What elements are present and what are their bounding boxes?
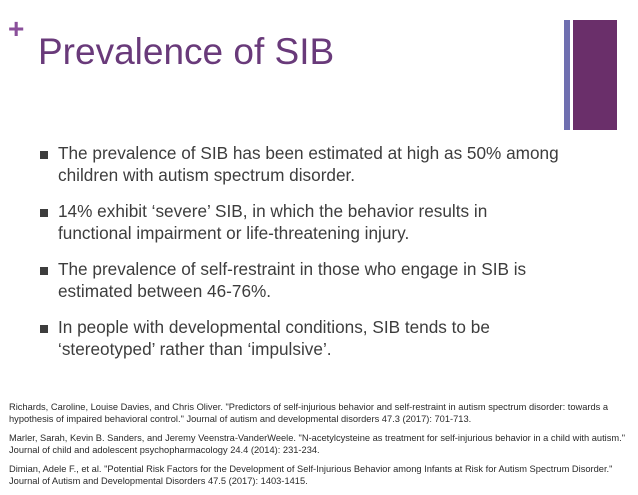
bullet-item bbox=[40, 259, 560, 302]
bullet-text: The prevalence of self-restraint in those who engage in SIB is estimated between 46-76%. bbox=[58, 259, 527, 301]
reference-item: Richards, Caroline, Louise Davies, and Chris Oliver. "Predictors of self-injurious behavior and self-restraint in autism spectrum disorder: towards a hypothesis of impaired behavioral control." Journal of autism and developmental disorders 47.3 (2017): 701-713. bbox=[9, 402, 609, 424]
bullet-list bbox=[40, 143, 560, 375]
bullet-square-icon bbox=[40, 267, 48, 275]
plus-icon: + bbox=[8, 13, 25, 44]
bullet-item bbox=[40, 317, 560, 360]
bullet-text: In people with developmental conditions, SIB tends to be ‘stereotyped’ rather than ‘impulsive’. bbox=[58, 317, 490, 359]
bullet-square-icon bbox=[40, 209, 48, 217]
references bbox=[9, 402, 631, 495]
bullet-square-icon bbox=[40, 151, 48, 159]
slide-title: Prevalence of SIB bbox=[38, 31, 335, 72]
bullet-square-icon bbox=[40, 325, 48, 333]
accent-bar-thin bbox=[564, 20, 570, 130]
reference-item: Dimian, Adele F., et al. "Potential Risk Factors for the Development of Self-Injurious Behavior among Infants at Risk for Autism Spectrum Disorder." Journal of Autism and Developmental Disorders 47.5 (2017): 1403-1415. bbox=[9, 464, 613, 486]
bullet-text: 14% exhibit ‘severe’ SIB, in which the behavior results in functional impairment or life-threatening injury. bbox=[58, 201, 488, 243]
bullet-item bbox=[40, 201, 560, 244]
bullet-item bbox=[40, 143, 560, 186]
bullet-text: The prevalence of SIB has been estimated at high as 50% among children with autism spectrum disorder. bbox=[58, 143, 559, 185]
reference-item: Marler, Sarah, Kevin B. Sanders, and Jeremy Veenstra-VanderWeele. "N-acetylcysteine as treatment for self-injurious behavior in a child with autism." Journal of child and adolescent psychopharmacology 24.4 (2014): 231-234. bbox=[9, 433, 625, 455]
accent-bar-thick bbox=[573, 20, 617, 130]
